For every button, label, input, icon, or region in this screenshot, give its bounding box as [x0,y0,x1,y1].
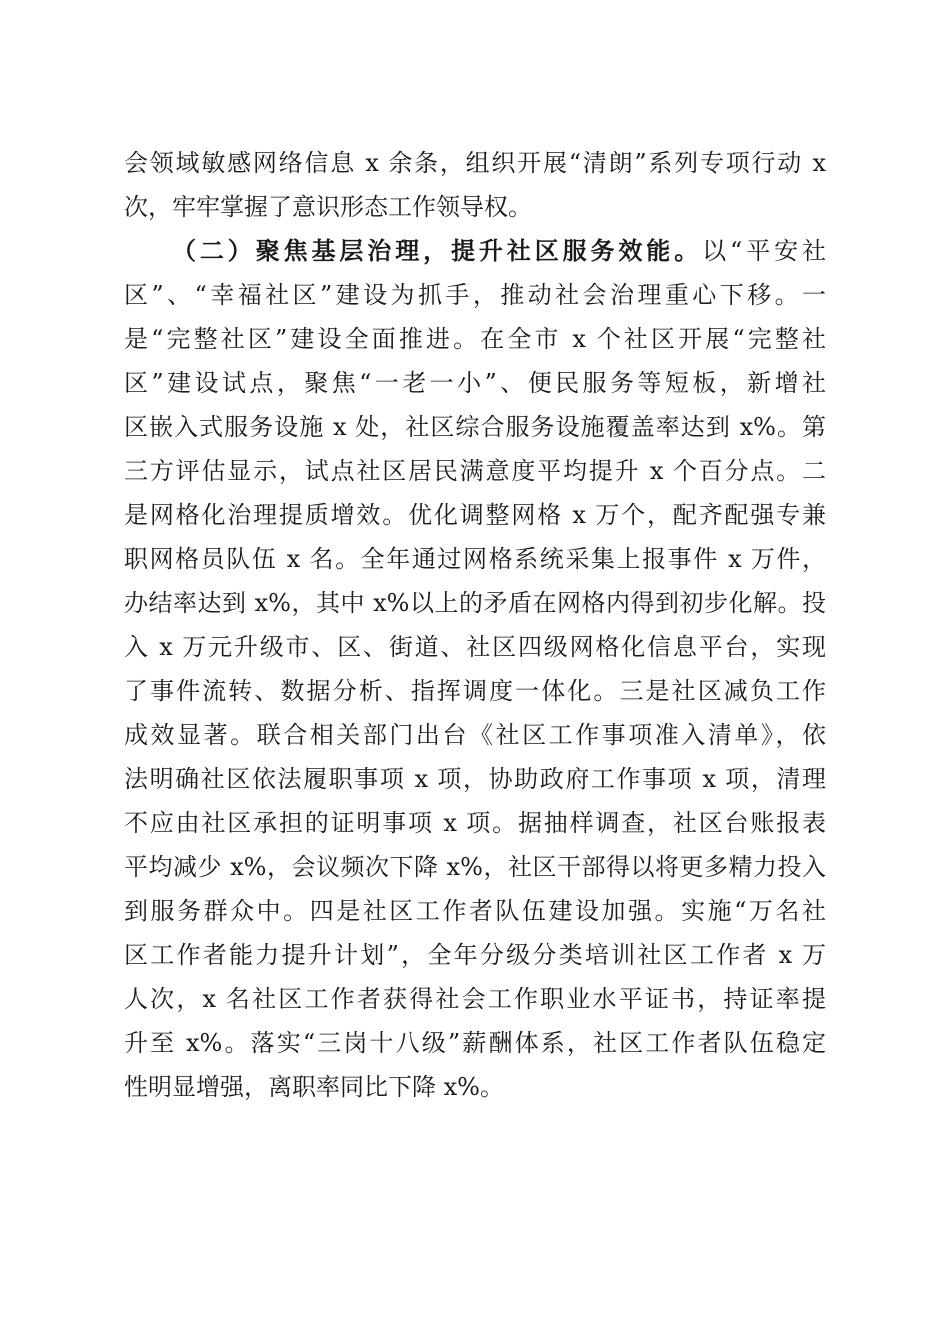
text-line: 次，牢牢掌握了意识形态工作领导权。 [124,193,532,221]
text-line: 成效显著。联合相关部门出台《社区工作事项准入清单》，依 [124,721,826,749]
text-line: 入 x 万元升级市、区、街道、社区四级网格化信息平台，实现 [124,633,826,661]
text-line: 区工作者能力提升计划”，全年分级分类培训社区工作者 x 万 [124,941,826,969]
section-heading-line [172,229,826,273]
text-line: 是“完整社区”建设全面推进。在全市 x 个社区开展“完整社 [124,325,826,353]
text-line: 了事件流转、数据分析、指挥调度一体化。三是社区减负工作 [124,677,826,705]
text-line: 区”建设试点，聚焦“一老一小”、便民服务等短板，新增社 [124,369,826,397]
text-line: 性明显增强，离职率同比下降 x%。 [124,1073,504,1101]
text-line: 是网格化治理提质增效。优化调整网格 x 万个，配齐配强专兼 [124,501,826,529]
text-line: 到服务群众中。四是社区工作者队伍建设加强。实施“万名社 [124,897,826,925]
text-line: 三方评估显示，试点社区居民满意度平均提升 x 个百分点。二 [124,457,826,485]
text-line: 升至 x%。落实“三岗十八级”薪酬体系，社区工作者队伍稳定 [124,1029,826,1057]
text-line: 办结率达到 x%，其中 x%以上的矛盾在网格内得到初步化解。投 [124,589,826,617]
text-line: 区嵌入式服务设施 x 处，社区综合服务设施覆盖率达到 x%。第 [124,413,826,441]
text-line: 不应由社区承担的证明事项 x 项。据抽样调查，社区台账报表 [124,809,826,837]
text-line: 区”、“幸福社区”建设为抓手，推动社会治理重心下移。一 [124,281,826,309]
text-line-tail: 以“平安社 [702,237,826,265]
text-line: 人次，x 名社区工作者获得社会工作职业水平证书，持证率提 [124,985,826,1013]
text-line: 法明确社区依法履职事项 x 项，协助政府工作事项 x 项，清理 [124,765,826,793]
section-heading: （二）聚焦基层治理，提升社区服务效能。 [172,236,703,265]
text-line: 会领域敏感网络信息 x 余条，组织开展“清朗”系列专项行动 x [124,149,826,177]
text-line: 职网格员队伍 x 名。全年通过网格系统采集上报事件 x 万件， [124,545,826,573]
text-line: 平均减少 x%，会议频次下降 x%，社区干部得以将更多精力投入 [124,853,826,881]
